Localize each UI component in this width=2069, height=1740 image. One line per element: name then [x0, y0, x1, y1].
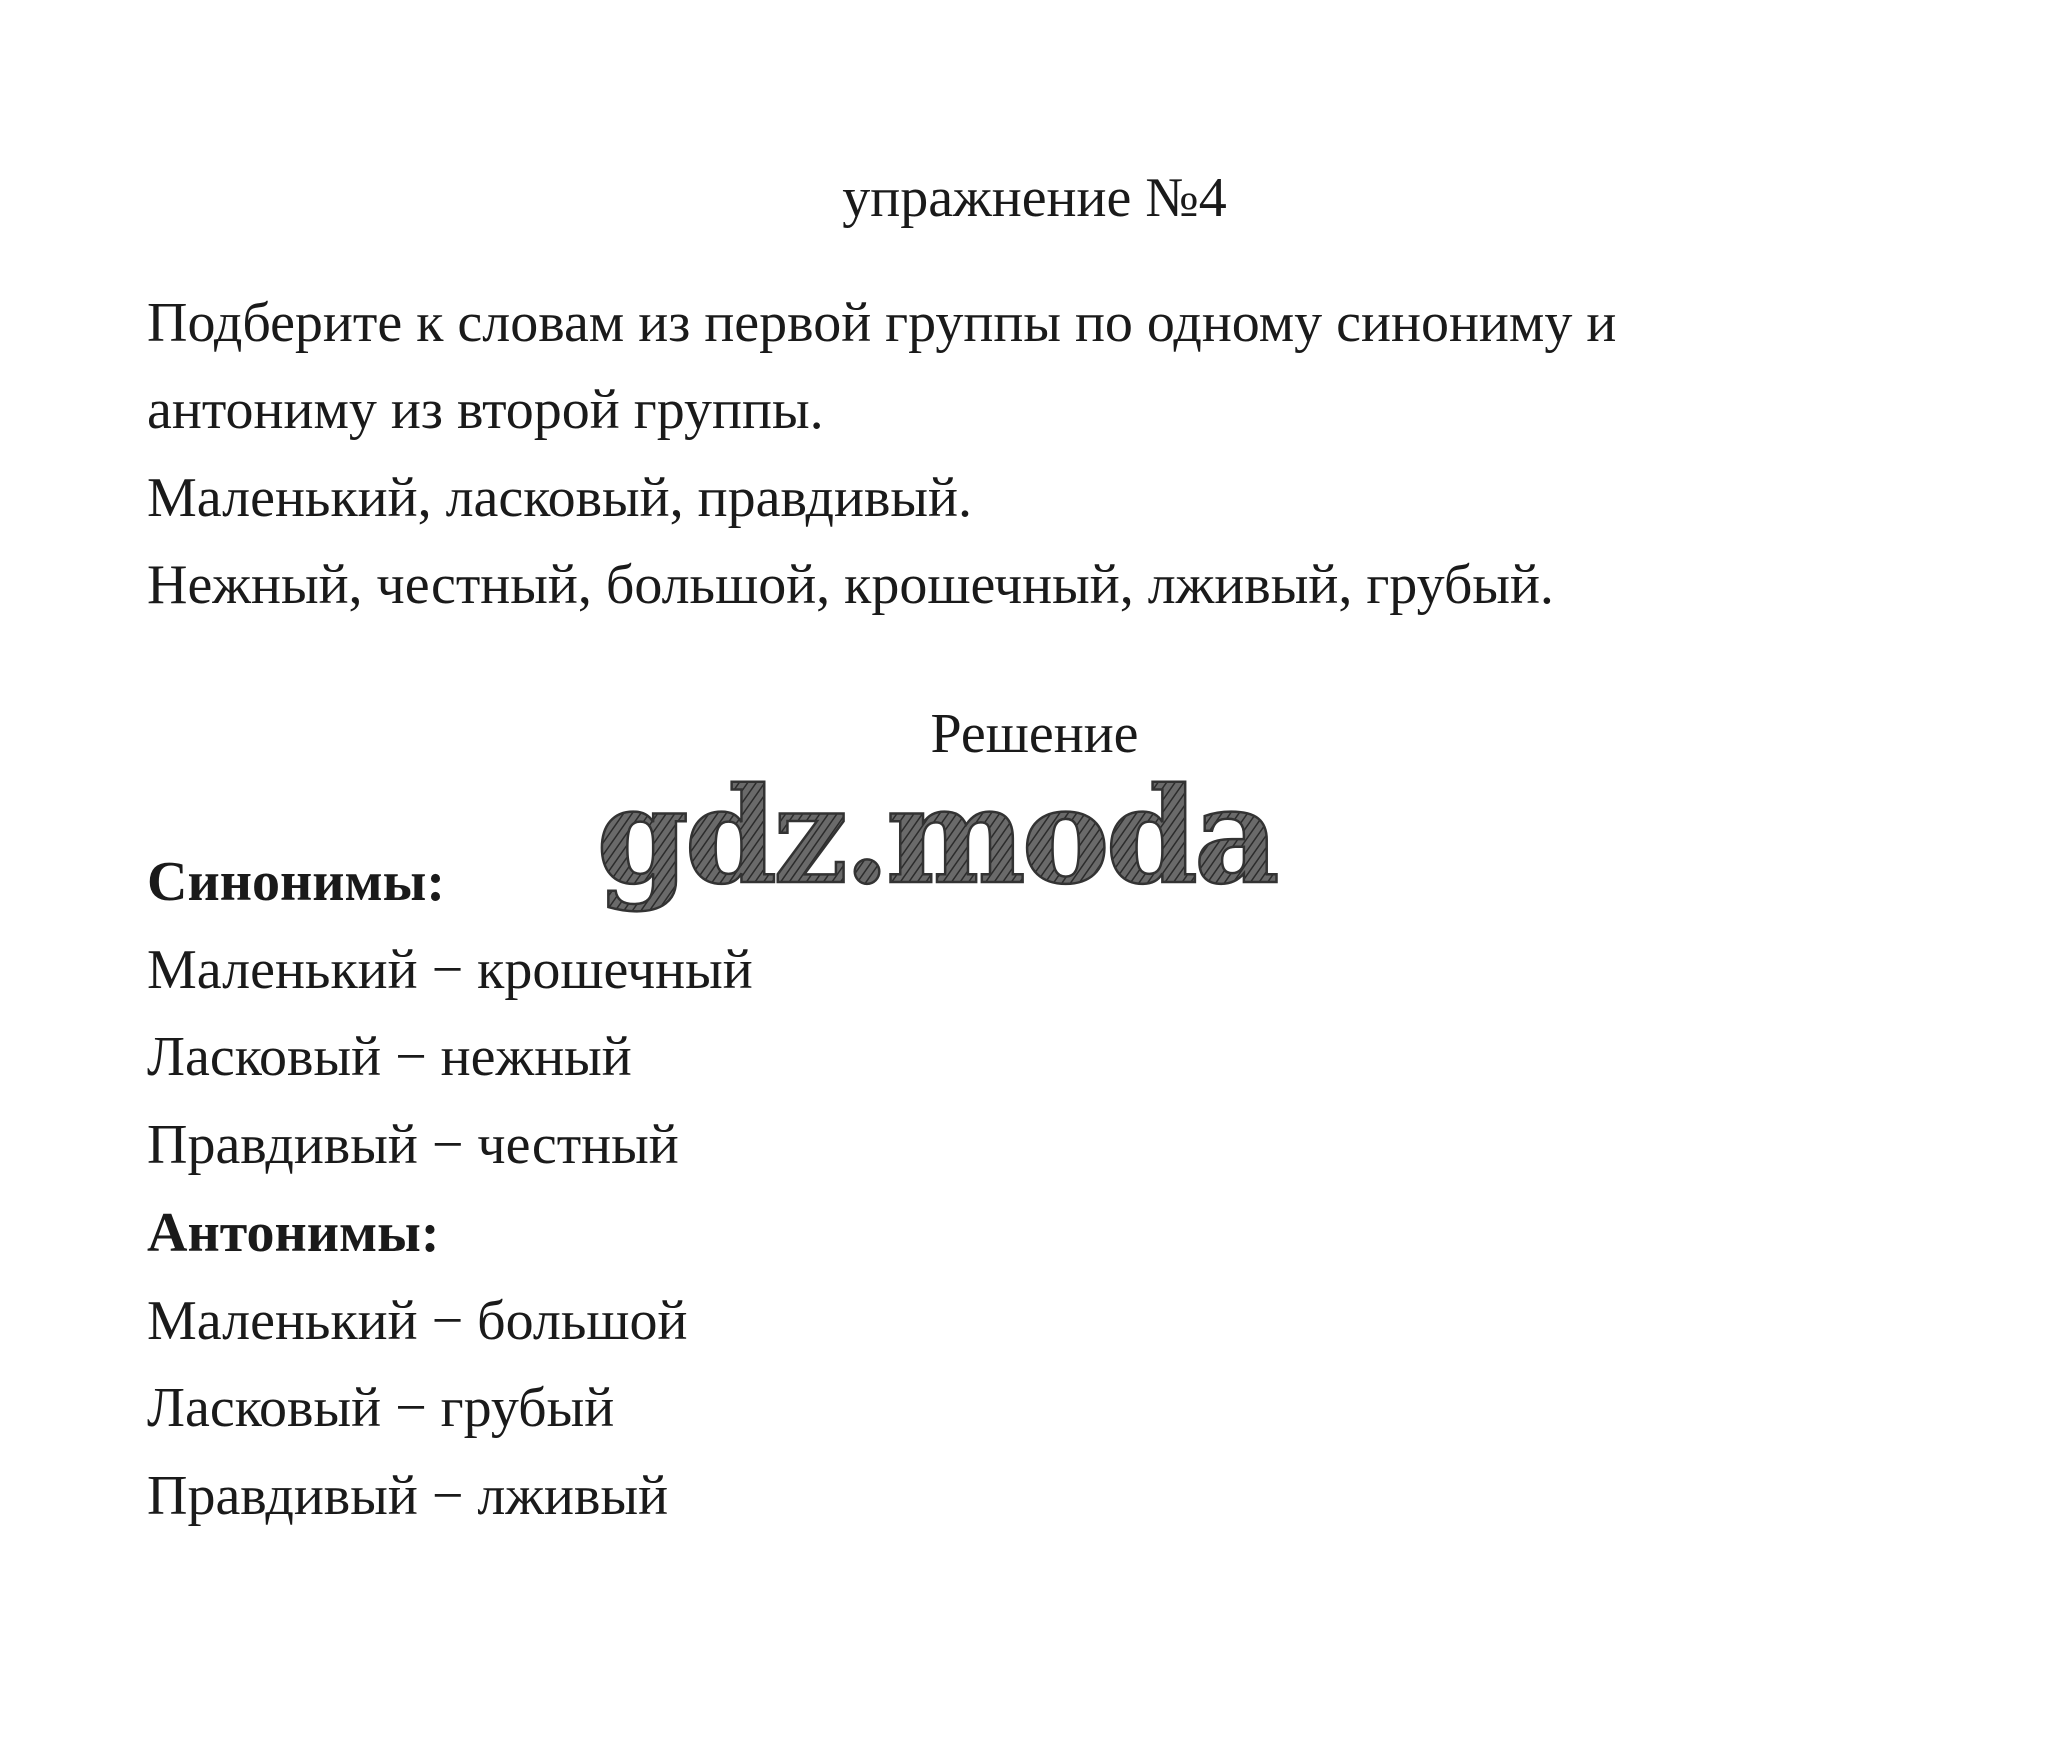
- synonym-pair-2: Ласковый − нежный: [147, 1026, 632, 1088]
- task-line-2: антониму из второй группы.: [147, 379, 824, 441]
- synonym-pair-1: Маленький − крошечный: [147, 939, 753, 1001]
- antonym-pair-1: Маленький − большой: [147, 1290, 688, 1352]
- synonym-pair-3: Правдивый − честный: [147, 1114, 679, 1176]
- watermark-logo: [596, 759, 1276, 920]
- task-word-group-2: Нежный, честный, большой, крошечный, лживый, грубый.: [147, 554, 1554, 616]
- svg-text:gdz.moda: gdz.moda: [596, 759, 1276, 914]
- antonym-pair-3: Правдивый − лживый: [147, 1465, 669, 1527]
- task-line-1: Подберите к словам из первой группы по одному синониму и: [147, 292, 1617, 354]
- task-word-group-1: Маленький, ласковый, правдивый.: [147, 467, 973, 529]
- exercise-title: упражнение №4: [842, 167, 1227, 229]
- antonyms-heading: Антонимы:: [147, 1202, 440, 1264]
- synonyms-heading: Синонимы:: [147, 851, 446, 913]
- solution-heading: Решение: [930, 703, 1139, 765]
- antonym-pair-2: Ласковый − грубый: [147, 1377, 615, 1439]
